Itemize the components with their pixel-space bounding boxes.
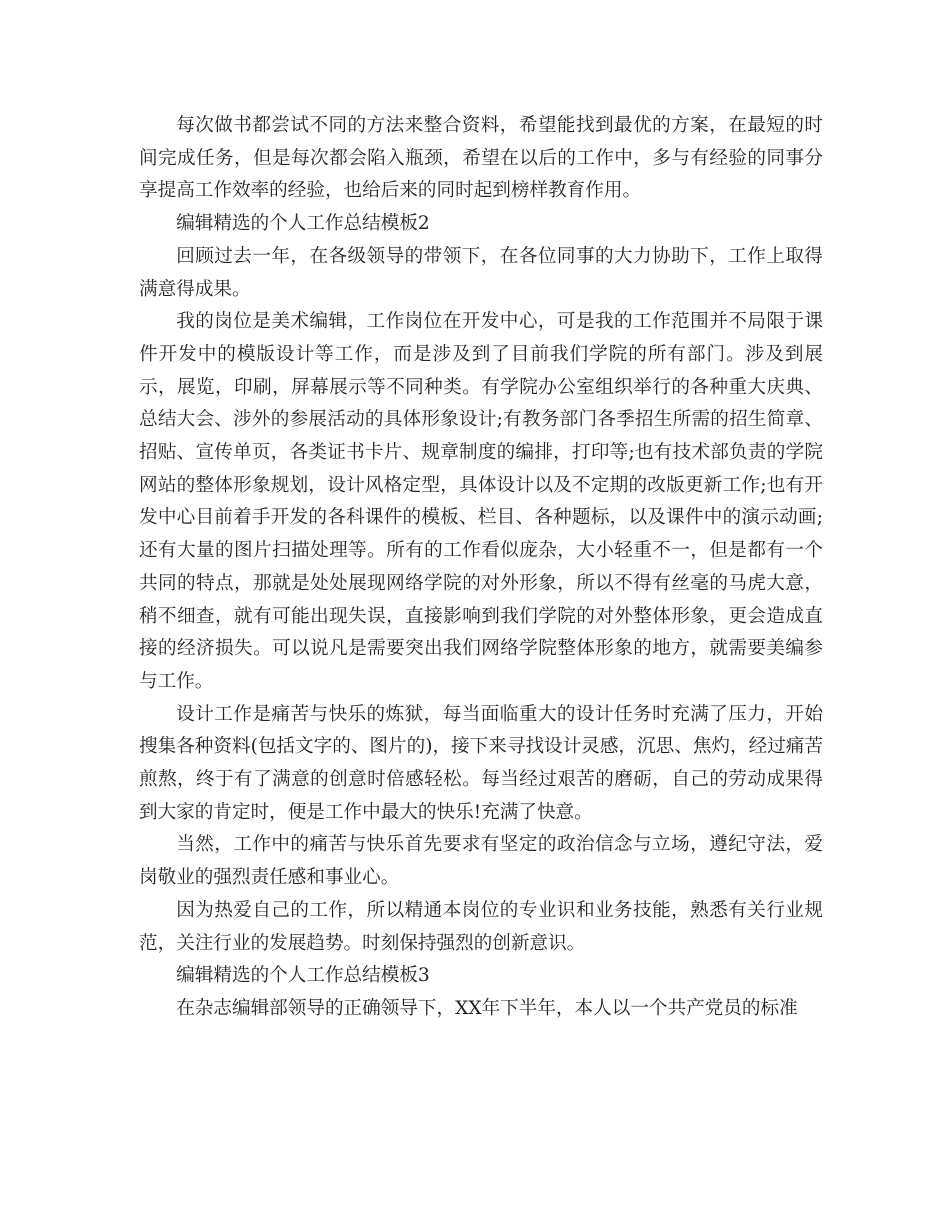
section-heading-template-3: 编辑精选的个人工作总结模板3 <box>176 965 430 987</box>
paragraph-year-review: 回顾过去一年，在各级领导的带领下，在各位同事的大力协助下，工作上取得满意得成果。 <box>139 245 823 300</box>
paragraph-design-work: 设计工作是痛苦与快乐的炼狱，每当面临重大的设计任务时充满了压力，开始搜集各种资料(包括文字的、图片的)，接下来寻找设计灵感，沉思、焦灼，经过痛苦煎熬，终于有了满意的创意时倍感轻松。每当经过艰苦的磨砺，自己的劳动成果得到大家的肯定时，便是工作中最大的快乐!充满了快意。 <box>139 703 823 823</box>
document-body <box>139 110 823 1026</box>
paragraph-professional-skills: 因为热爱自己的工作，所以精通本岗位的专业识和业务技能，熟悉有关行业规范，关注行业的发展趋势。时刻保持强烈的创新意识。 <box>139 899 823 954</box>
paragraph-job-description: 我的岗位是美术编辑，工作岗位在开发中心，可是我的工作范围并不局限于课件开发中的模版设计等工作，而是涉及到了目前我们学院的所有部门。涉及到展示，展览，印刷，屏幕展示等不同种类。有学院办公室组织举行的各种重大庆典、总结大会、涉外的参展活动的具体形象设计;有教务部门各季招生所需的招生简章、招贴、宣传单页，各类证书卡片、规章制度的编排，打印等;也有技术部负责的学院网站的整体形象规划，设计风格定型，具体设计以及不定期的改版更新工作;也有开发中心目前着手开发的各科课件的模板、栏目、各种题标，以及课件中的演示动画;还有大量的图片扫描处理等。所有的工作看似庞杂，大小轻重不一，但是都有一个共同的特点，那就是处处展现网络学院的对外形象，所以不得有丝毫的马虎大意，稍不细查，就有可能出现失误，直接影响到我们学院的对外整体形象，更会造成直接的经济损失。可以说凡是需要突出我们网络学院整体形象的地方，就需要美编参与工作。 <box>139 311 823 692</box>
paragraph-work-method: 每次做书都尝试不同的方法来整合资料，希望能找到最优的方案，在最短的时间完成任务，但是每次都会陷入瓶颈，希望在以后的工作中，多与有经验的同事分享提高工作效率的经验，也给后来的同时起到榜样教育作用。 <box>139 115 823 202</box>
section-heading-template-2: 编辑精选的个人工作总结模板2 <box>176 213 430 235</box>
paragraph-editorial-leadership: 在杂志编辑部领导的正确领导下，XX年下半年，本人以一个共产党员的标准 <box>176 997 798 1019</box>
paragraph-political-belief: 当然，工作中的痛苦与快乐首先要求有坚定的政治信念与立场，遵纪守法，爱岗敬业的强烈责任感和事业心。 <box>139 834 823 889</box>
